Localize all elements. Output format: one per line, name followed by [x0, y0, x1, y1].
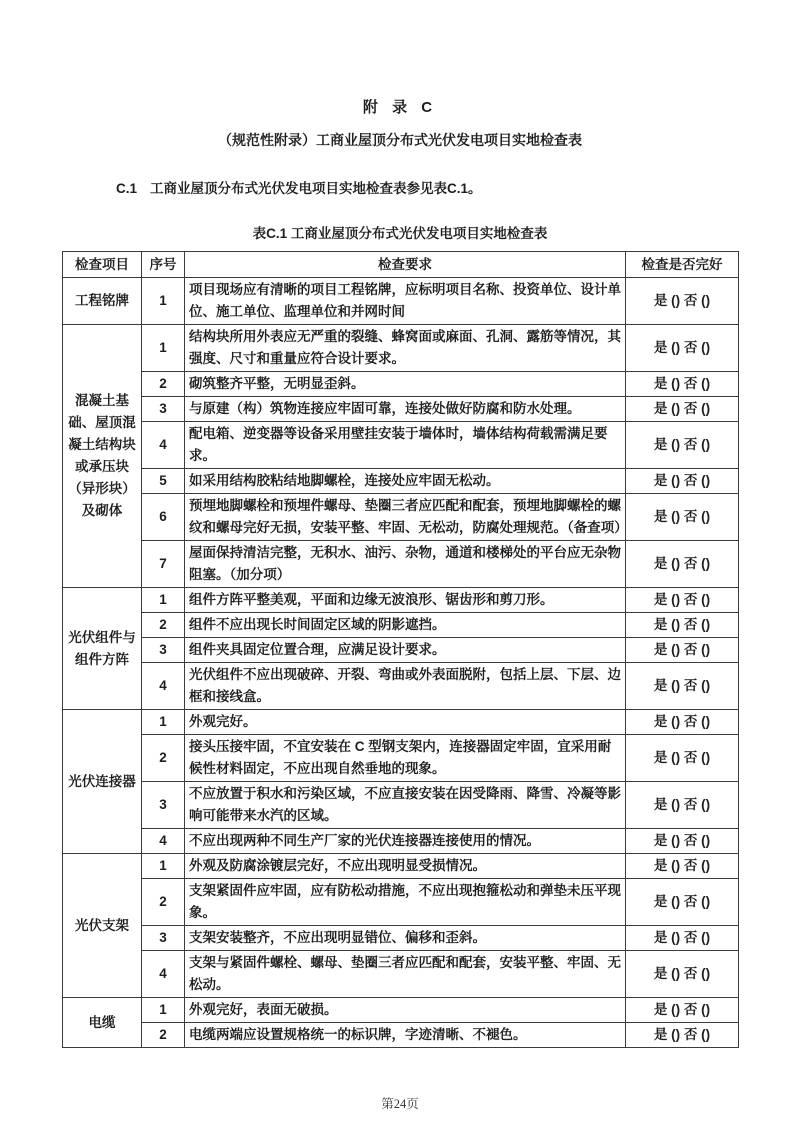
serial-number-cell: 4: [142, 829, 185, 854]
serial-number-cell: 1: [142, 998, 185, 1023]
table-row: [63, 638, 739, 663]
requirement-cell: 组件不应出现长时间固定区域的阴影遮挡。: [185, 613, 626, 638]
inspection-table: [62, 251, 739, 1048]
serial-number-cell: 1: [142, 710, 185, 735]
requirement-cell: 支架紧固件应牢固，应有防松动措施，不应出现抱箍松动和弹垫未压平现象。: [185, 879, 626, 926]
requirement-cell: 配电箱、逆变器等设备采用壁挂安装于墙体时，墙体结构荷载需满足要求。: [185, 422, 626, 469]
requirement-cell: 支架与紧固件螺栓、螺母、垫圈三者应匹配和配套，安装平整、牢固、无松动。: [185, 951, 626, 998]
answer-cell: 是 () 否 (): [626, 663, 739, 710]
answer-cell: 是 () 否 (): [626, 998, 739, 1023]
col-header-number: 序号: [142, 252, 185, 278]
serial-number-cell: 2: [142, 879, 185, 926]
table-row: [63, 710, 739, 735]
table-row: [63, 325, 739, 372]
table-header-row: [63, 252, 739, 278]
requirement-cell: 组件夹具固定位置合理，应满足设计要求。: [185, 638, 626, 663]
serial-number-cell: 1: [142, 278, 185, 325]
answer-cell: 是 () 否 (): [626, 422, 739, 469]
answer-cell: 是 () 否 (): [626, 879, 739, 926]
table-row: [63, 469, 739, 494]
table-row: [63, 278, 739, 325]
table-row: [63, 879, 739, 926]
appendix-title: 附 录 C: [362, 99, 438, 116]
answer-cell: 是 () 否 (): [626, 613, 739, 638]
serial-number-cell: 5: [142, 469, 185, 494]
serial-number-cell: 1: [142, 854, 185, 879]
answer-cell: 是 () 否 (): [626, 735, 739, 782]
category-cell: 电缆: [63, 998, 142, 1048]
answer-cell: 是 () 否 (): [626, 710, 739, 735]
answer-cell: 是 () 否 (): [626, 588, 739, 613]
requirement-cell: 不应放置于积水和污染区域，不应直接安装在因受降雨、降雪、冷凝等影响可能带来水汽的区域。: [185, 782, 626, 829]
serial-number-cell: 3: [142, 782, 185, 829]
requirement-cell: 外观及防腐涂镀层完好，不应出现明显受损情况。: [185, 854, 626, 879]
answer-cell: 是 () 否 (): [626, 325, 739, 372]
table-row: [63, 1023, 739, 1048]
table-row: [63, 422, 739, 469]
col-header-result: 检查是否完好: [626, 252, 739, 278]
serial-number-cell: 1: [142, 588, 185, 613]
serial-number-cell: 3: [142, 397, 185, 422]
requirement-cell: 如采用结构胶粘结地脚螺栓，连接处应牢固无松动。: [185, 469, 626, 494]
appendix-subtitle: （规范性附录）工商业屋顶分布式光伏发电项目实地检查表: [218, 132, 582, 148]
table-row: [63, 372, 739, 397]
serial-number-cell: 7: [142, 541, 185, 588]
requirement-cell: 项目现场应有清晰的项目工程铭牌，应标明项目名称、投资单位、设计单位、施工单位、监理单位和并网时间: [185, 278, 626, 325]
answer-cell: 是 () 否 (): [626, 951, 739, 998]
serial-number-cell: 4: [142, 663, 185, 710]
category-cell: 工程铭牌: [63, 278, 142, 325]
table-row: [63, 782, 739, 829]
answer-cell: 是 () 否 (): [626, 1023, 739, 1048]
table-row: [63, 926, 739, 951]
requirement-cell: 外观完好，表面无破损。: [185, 998, 626, 1023]
category-cell: 光伏支架: [63, 854, 142, 998]
table-row: [63, 588, 739, 613]
requirement-cell: 屋面保持清洁完整，无积水、油污、杂物，通道和楼梯处的平台应无杂物阻塞。（加分项）: [185, 541, 626, 588]
answer-cell: 是 () 否 (): [626, 829, 739, 854]
clause-text: 工商业屋顶分布式光伏发电项目实地检查表参见表C.1。: [150, 181, 482, 196]
answer-cell: 是 () 否 (): [626, 469, 739, 494]
requirement-cell: 结构块所用外表应无严重的裂缝、蜂窝面或麻面、孔洞、露筋等情况，其强度、尺寸和重量应符合设计要求。: [185, 325, 626, 372]
table-row: [63, 613, 739, 638]
table-row: [63, 951, 739, 998]
serial-number-cell: 4: [142, 951, 185, 998]
requirement-cell: 外观完好。: [185, 710, 626, 735]
table-caption: 表C.1 工商业屋顶分布式光伏发电项目实地检查表: [252, 226, 548, 241]
requirement-cell: 砌筑整齐平整，无明显歪斜。: [185, 372, 626, 397]
requirement-cell: 预埋地脚螺栓和预埋件螺母、垫圈三者应匹配和配套，预埋地脚螺栓的螺纹和螺母完好无损，安装平整、牢固、无松动，防腐处理规范。（备查项）: [185, 494, 626, 541]
category-cell: 光伏组件与组件方阵: [63, 588, 142, 710]
serial-number-cell: 2: [142, 735, 185, 782]
col-header-requirement: 检查要求: [185, 252, 626, 278]
serial-number-cell: 4: [142, 422, 185, 469]
table-row: [63, 829, 739, 854]
requirement-cell: 与原建（构）筑物连接应牢固可靠，连接处做好防腐和防水处理。: [185, 397, 626, 422]
answer-cell: 是 () 否 (): [626, 926, 739, 951]
requirement-cell: 组件方阵平整美观，平面和边缘无波浪形、锯齿形和剪刀形。: [185, 588, 626, 613]
serial-number-cell: 6: [142, 494, 185, 541]
serial-number-cell: 3: [142, 638, 185, 663]
answer-cell: 是 () 否 (): [626, 397, 739, 422]
category-cell: 光伏连接器: [63, 710, 142, 854]
table-row: [63, 663, 739, 710]
answer-cell: 是 () 否 (): [626, 541, 739, 588]
requirement-cell: 不应出现两种不同生产厂家的光伏连接器连接使用的情况。: [185, 829, 626, 854]
requirement-cell: 光伏组件不应出现破碎、开裂、弯曲或外表面脱附，包括上层、下层、边框和接线盒。: [185, 663, 626, 710]
clause-number: C.1: [116, 181, 138, 196]
serial-number-cell: 1: [142, 325, 185, 372]
col-header-category: 检查项目: [63, 252, 142, 278]
answer-cell: 是 () 否 (): [626, 854, 739, 879]
requirement-cell: 接头压接牢固，不宜安装在 C 型钢支架内，连接器固定牢固，宜采用耐候性材料固定，不应出现自然垂地的现象。: [185, 735, 626, 782]
table-row: [63, 735, 739, 782]
table-row: [63, 854, 739, 879]
requirement-cell: 电缆两端应设置规格统一的标识牌，字迹清晰、不褪色。: [185, 1023, 626, 1048]
serial-number-cell: 2: [142, 1023, 185, 1048]
table-row: [63, 397, 739, 422]
serial-number-cell: 2: [142, 372, 185, 397]
table-row: [63, 541, 739, 588]
table-row: [63, 998, 739, 1023]
clause-c1: [62, 177, 738, 197]
answer-cell: 是 () 否 (): [626, 782, 739, 829]
serial-number-cell: 3: [142, 926, 185, 951]
table-row: [63, 494, 739, 541]
answer-cell: 是 () 否 (): [626, 638, 739, 663]
answer-cell: 是 () 否 (): [626, 494, 739, 541]
category-cell: 混凝土基础、屋顶混凝土结构块或承压块（异形块）及砌体: [63, 325, 142, 588]
requirement-cell: 支架安装整齐，不应出现明显错位、偏移和歪斜。: [185, 926, 626, 951]
answer-cell: 是 () 否 (): [626, 372, 739, 397]
page-number: 第24页: [381, 1097, 419, 1111]
answer-cell: 是 () 否 (): [626, 278, 739, 325]
serial-number-cell: 2: [142, 613, 185, 638]
